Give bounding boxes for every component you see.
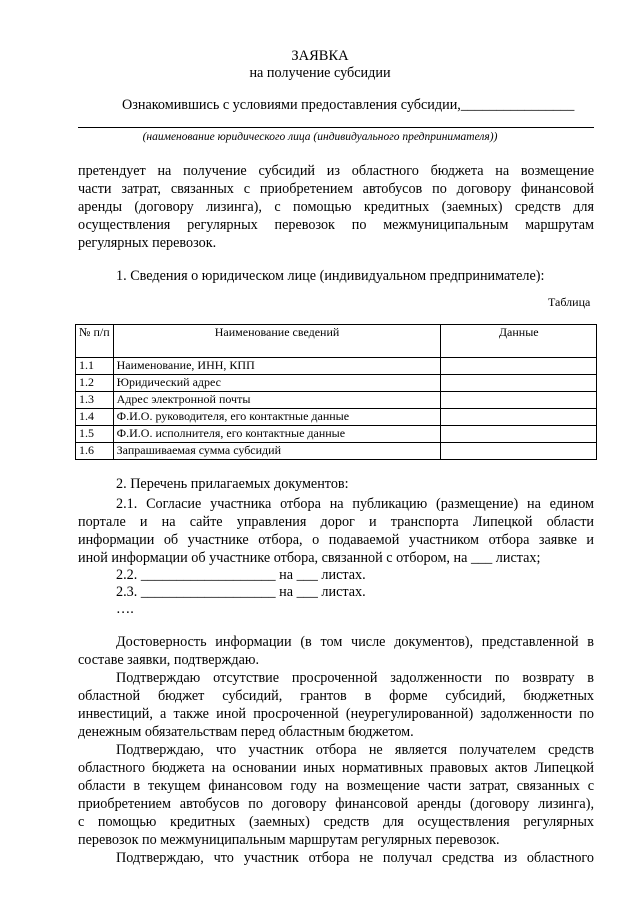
section1-title: 1. Сведения о юридическом лице (индивидуальном предпринимателе): <box>116 268 545 284</box>
debt-line: инвестиций, а также иной просроченной (неурегулированной) задолженности по <box>78 706 594 722</box>
item23-line: 2.3. ___________________ на ___ листах. <box>116 584 366 600</box>
row-num: 1.2 <box>76 375 114 392</box>
entity-caption: (наименование юридического лица (индивидуального предпринимателя)) <box>142 131 498 143</box>
recipient-line: области в текущем финансовом году на возмещение части затрат, связанных с <box>78 778 594 794</box>
table-row <box>76 392 597 409</box>
debt-line: областной бюджет субсидий, грантов в форме субсидий, бюджетных <box>78 688 594 704</box>
recipient-line: с помощью кредитных (заемных) средств для осуществления регулярных <box>78 814 594 830</box>
intro-line: Ознакомившись с условиями предоставления субсидии,________________ <box>122 97 575 113</box>
section2-title: 2. Перечень прилагаемых документов: <box>116 476 349 492</box>
debt-line: денежным обязательствам перед областным бюджетом. <box>78 724 414 740</box>
table-row <box>76 426 597 443</box>
row-name: Адрес электронной почты <box>113 392 441 409</box>
row-value <box>441 358 597 375</box>
row-value <box>441 409 597 426</box>
row-value <box>441 375 597 392</box>
row-value <box>441 426 597 443</box>
row-name: Ф.И.О. руководителя, его контактные данные <box>113 409 441 426</box>
table-row <box>76 443 597 460</box>
item21-line: иной информации об участнике отбора, связанной с отбором, на ___ листах; <box>78 550 541 566</box>
paragraph1-line: регулярных перевозок. <box>78 235 217 251</box>
table-row <box>76 375 597 392</box>
reliability-line: Достоверность информации (в том числе документов), представленной в <box>116 634 594 650</box>
paragraph1-line: аренды (договору лизинга), с помощью кредитных (заемных) средств для <box>78 199 594 215</box>
row-num: 1.6 <box>76 443 114 460</box>
recipient-line: Подтверждаю, что участник отбора не является получателем средств <box>116 742 594 758</box>
row-name: Наименование, ИНН, КПП <box>113 358 441 375</box>
item21-line: портале и на сайте управления дорог и транспорта Липецкой области <box>78 514 594 530</box>
row-name: Юридический адрес <box>113 375 441 392</box>
row-num: 1.5 <box>76 426 114 443</box>
ellipsis: …. <box>116 601 134 617</box>
header-value: Данные <box>441 325 597 358</box>
table-header-row <box>76 325 597 358</box>
item21-line: информации об участнике отбора, о подаваемой участником отбора заявке и <box>78 532 594 548</box>
last-paragraph-line: Подтверждаю, что участник отбора не получал средства из областного <box>116 850 594 866</box>
row-num: 1.3 <box>76 392 114 409</box>
row-num: 1.1 <box>76 358 114 375</box>
entity-name-rule <box>78 127 594 128</box>
row-num: 1.4 <box>76 409 114 426</box>
row-value <box>441 443 597 460</box>
recipient-line: перевозок по межмуниципальным маршрутам регулярных перевозок. <box>78 832 500 848</box>
row-name: Ф.И.О. исполнителя, его контактные данные <box>113 426 441 443</box>
paragraph1-line: претендует на получение субсидий из областного бюджета на возмещение <box>78 163 594 179</box>
row-value <box>441 392 597 409</box>
item22-line: 2.2. ___________________ на ___ листах. <box>116 567 366 583</box>
paragraph1-line: осуществления регулярных перевозок по межмуниципальным маршрутам <box>78 217 594 233</box>
header-num: № п/п <box>76 325 114 358</box>
item21-line: 2.1. Согласие участника отбора на публикацию (размещение) на едином <box>116 496 594 512</box>
recipient-line: приобретением автобусов по договору финансовой аренды (договору лизинга), <box>78 796 594 812</box>
debt-line: Подтверждаю отсутствие просроченной задолженности по возврату в <box>116 670 594 686</box>
row-name: Запрашиваемая сумма субсидий <box>113 443 441 460</box>
recipient-line: областного бюджета на основании иных нормативных правовых актов Липецкой <box>78 760 594 776</box>
table-row <box>76 358 597 375</box>
reliability-line: составе заявки, подтверждаю. <box>78 652 260 668</box>
paragraph1-line: части затрат, связанных с приобретением автобусов по договору финансовой <box>78 181 594 197</box>
document-title: ЗАЯВКА <box>291 48 349 64</box>
table-row <box>76 409 597 426</box>
header-name: Наименование сведений <box>113 325 441 358</box>
info-table <box>75 324 597 460</box>
table-label: Таблица <box>548 295 591 309</box>
document-subtitle: на получение субсидии <box>249 65 391 81</box>
